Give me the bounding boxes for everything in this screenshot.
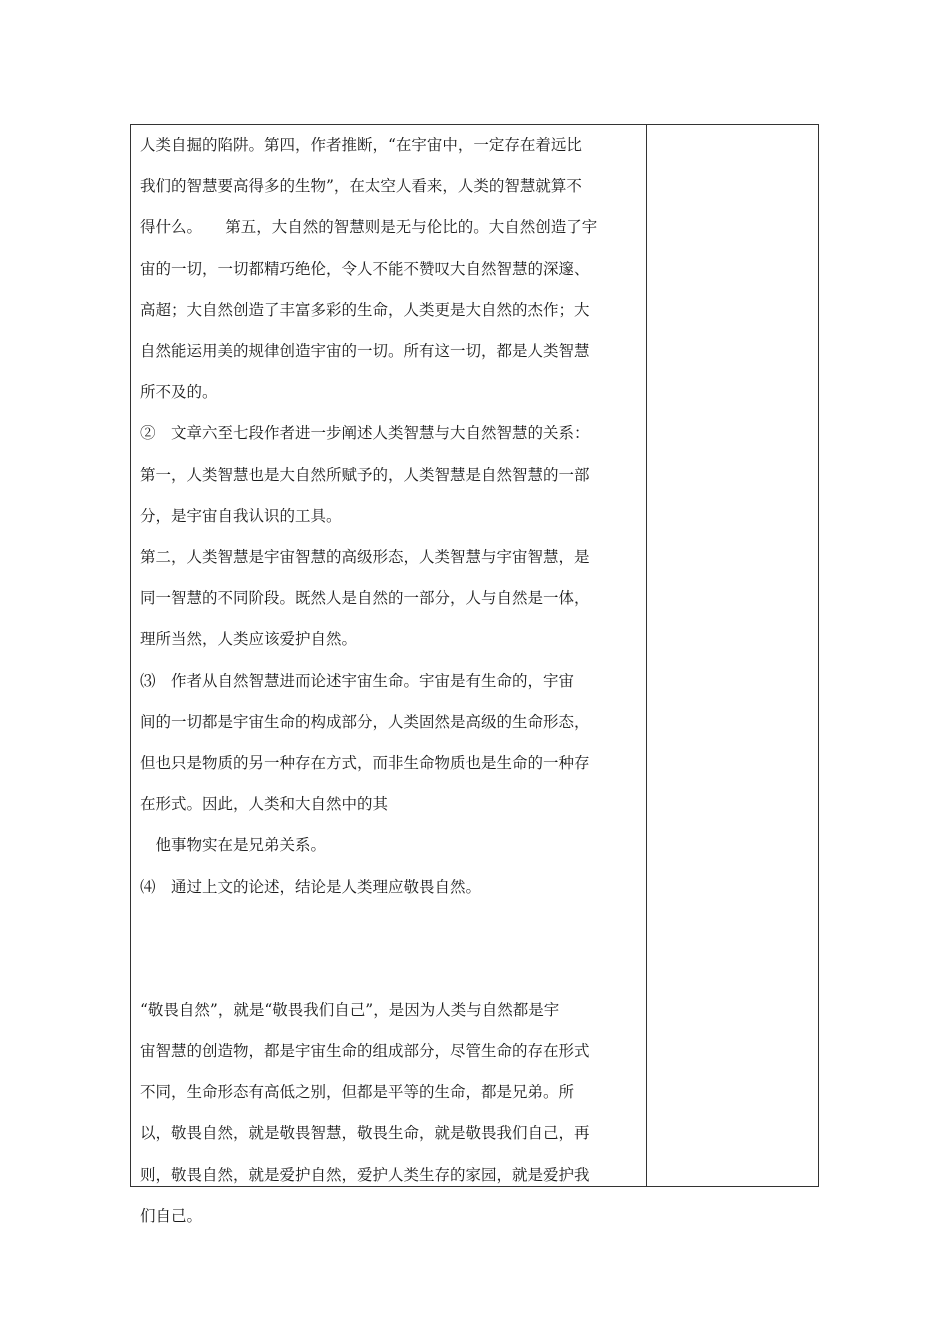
conclusion-line: 以，敬畏自然，就是敬畏智慧，敬畏生命，就是敬畏我们自己，再 [140, 1124, 590, 1143]
text-line: 高超；大自然创造了丰富多彩的生命，人类更是大自然的杰作；大 [140, 300, 590, 319]
text-line: 人类自掘的陷阱。第四，作者推断，“在宇宙中，一定存在着远比 [140, 136, 582, 154]
conclusion-line: 宙智慧的创造物，都是宇宙生命的组成部分，尽管生命的存在形式 [140, 1042, 590, 1061]
text-line: ② 文章六至七段作者进一步阐述人类智慧与大自然智慧的关系： [140, 424, 590, 443]
text-line: ⑶ 作者从自然智慧进而论述宇宙生命。宇宙是有生命的，宇宙 [140, 671, 575, 690]
text-line: 在形式。因此，人类和大自然中的其 [140, 795, 389, 814]
conclusion-line: 们自己。 [140, 1206, 203, 1225]
column-divider [646, 125, 647, 1186]
text-line: 得什么。 第五，大自然的智慧则是无与伦比的。大自然创造了宇 [140, 218, 598, 237]
text-line: 同一智慧的不同阶段。既然人是自然的一部分，人与自然是一体， [140, 589, 590, 608]
text-line: 所不及的。 [140, 383, 218, 402]
text-line: 间的一切都是宇宙生命的构成部分，人类固然是高级的生命形态， [140, 712, 590, 731]
blank-space [140, 908, 638, 990]
text-line: 第一，人类智慧也是大自然所赋予的，人类智慧是自然智慧的一部 [140, 465, 590, 484]
conclusion-line: 不同，生命形态有高低之别，但都是平等的生命，都是兄弟。所 [140, 1083, 575, 1102]
content-table [130, 124, 819, 1225]
text-line: 自然能运用美的规律创造宇宙的一切。所有这一切，都是人类智慧 [140, 342, 590, 361]
conclusion-line: “敬畏自然”，就是“敬畏我们自己”，是因为人类与自然都是宇 [140, 1000, 560, 1019]
text-line: 但也只是物质的另一种存在方式，而非生命物质也是生命的一种存 [140, 754, 590, 773]
main-text-cell [140, 125, 638, 1237]
text-line: ⑷ 通过上文的论述，结论是人类理应敬畏自然。 [140, 877, 482, 896]
text-line: 分，是宇宙自我认识的工具。 [140, 506, 342, 525]
text-line: 第二，人类智慧是宇宙智慧的高级形态，人类智慧与宇宙智慧，是 [140, 548, 590, 567]
conclusion-line: 则，敬畏自然，就是爱护自然，爱护人类生存的家园，就是爱护我 [140, 1165, 590, 1184]
text-line: 我们的智慧要高得多的生物”，在太空人看来，人类的智慧就算不 [140, 177, 582, 196]
text-line: 理所当然，人类应该爱护自然。 [140, 630, 358, 649]
text-line: 宙的一切，一切都精巧绝伦，令人不能不赞叹大自然智慧的深邃、 [140, 259, 590, 278]
text-line: 他事物实在是兄弟关系。 [140, 836, 327, 855]
